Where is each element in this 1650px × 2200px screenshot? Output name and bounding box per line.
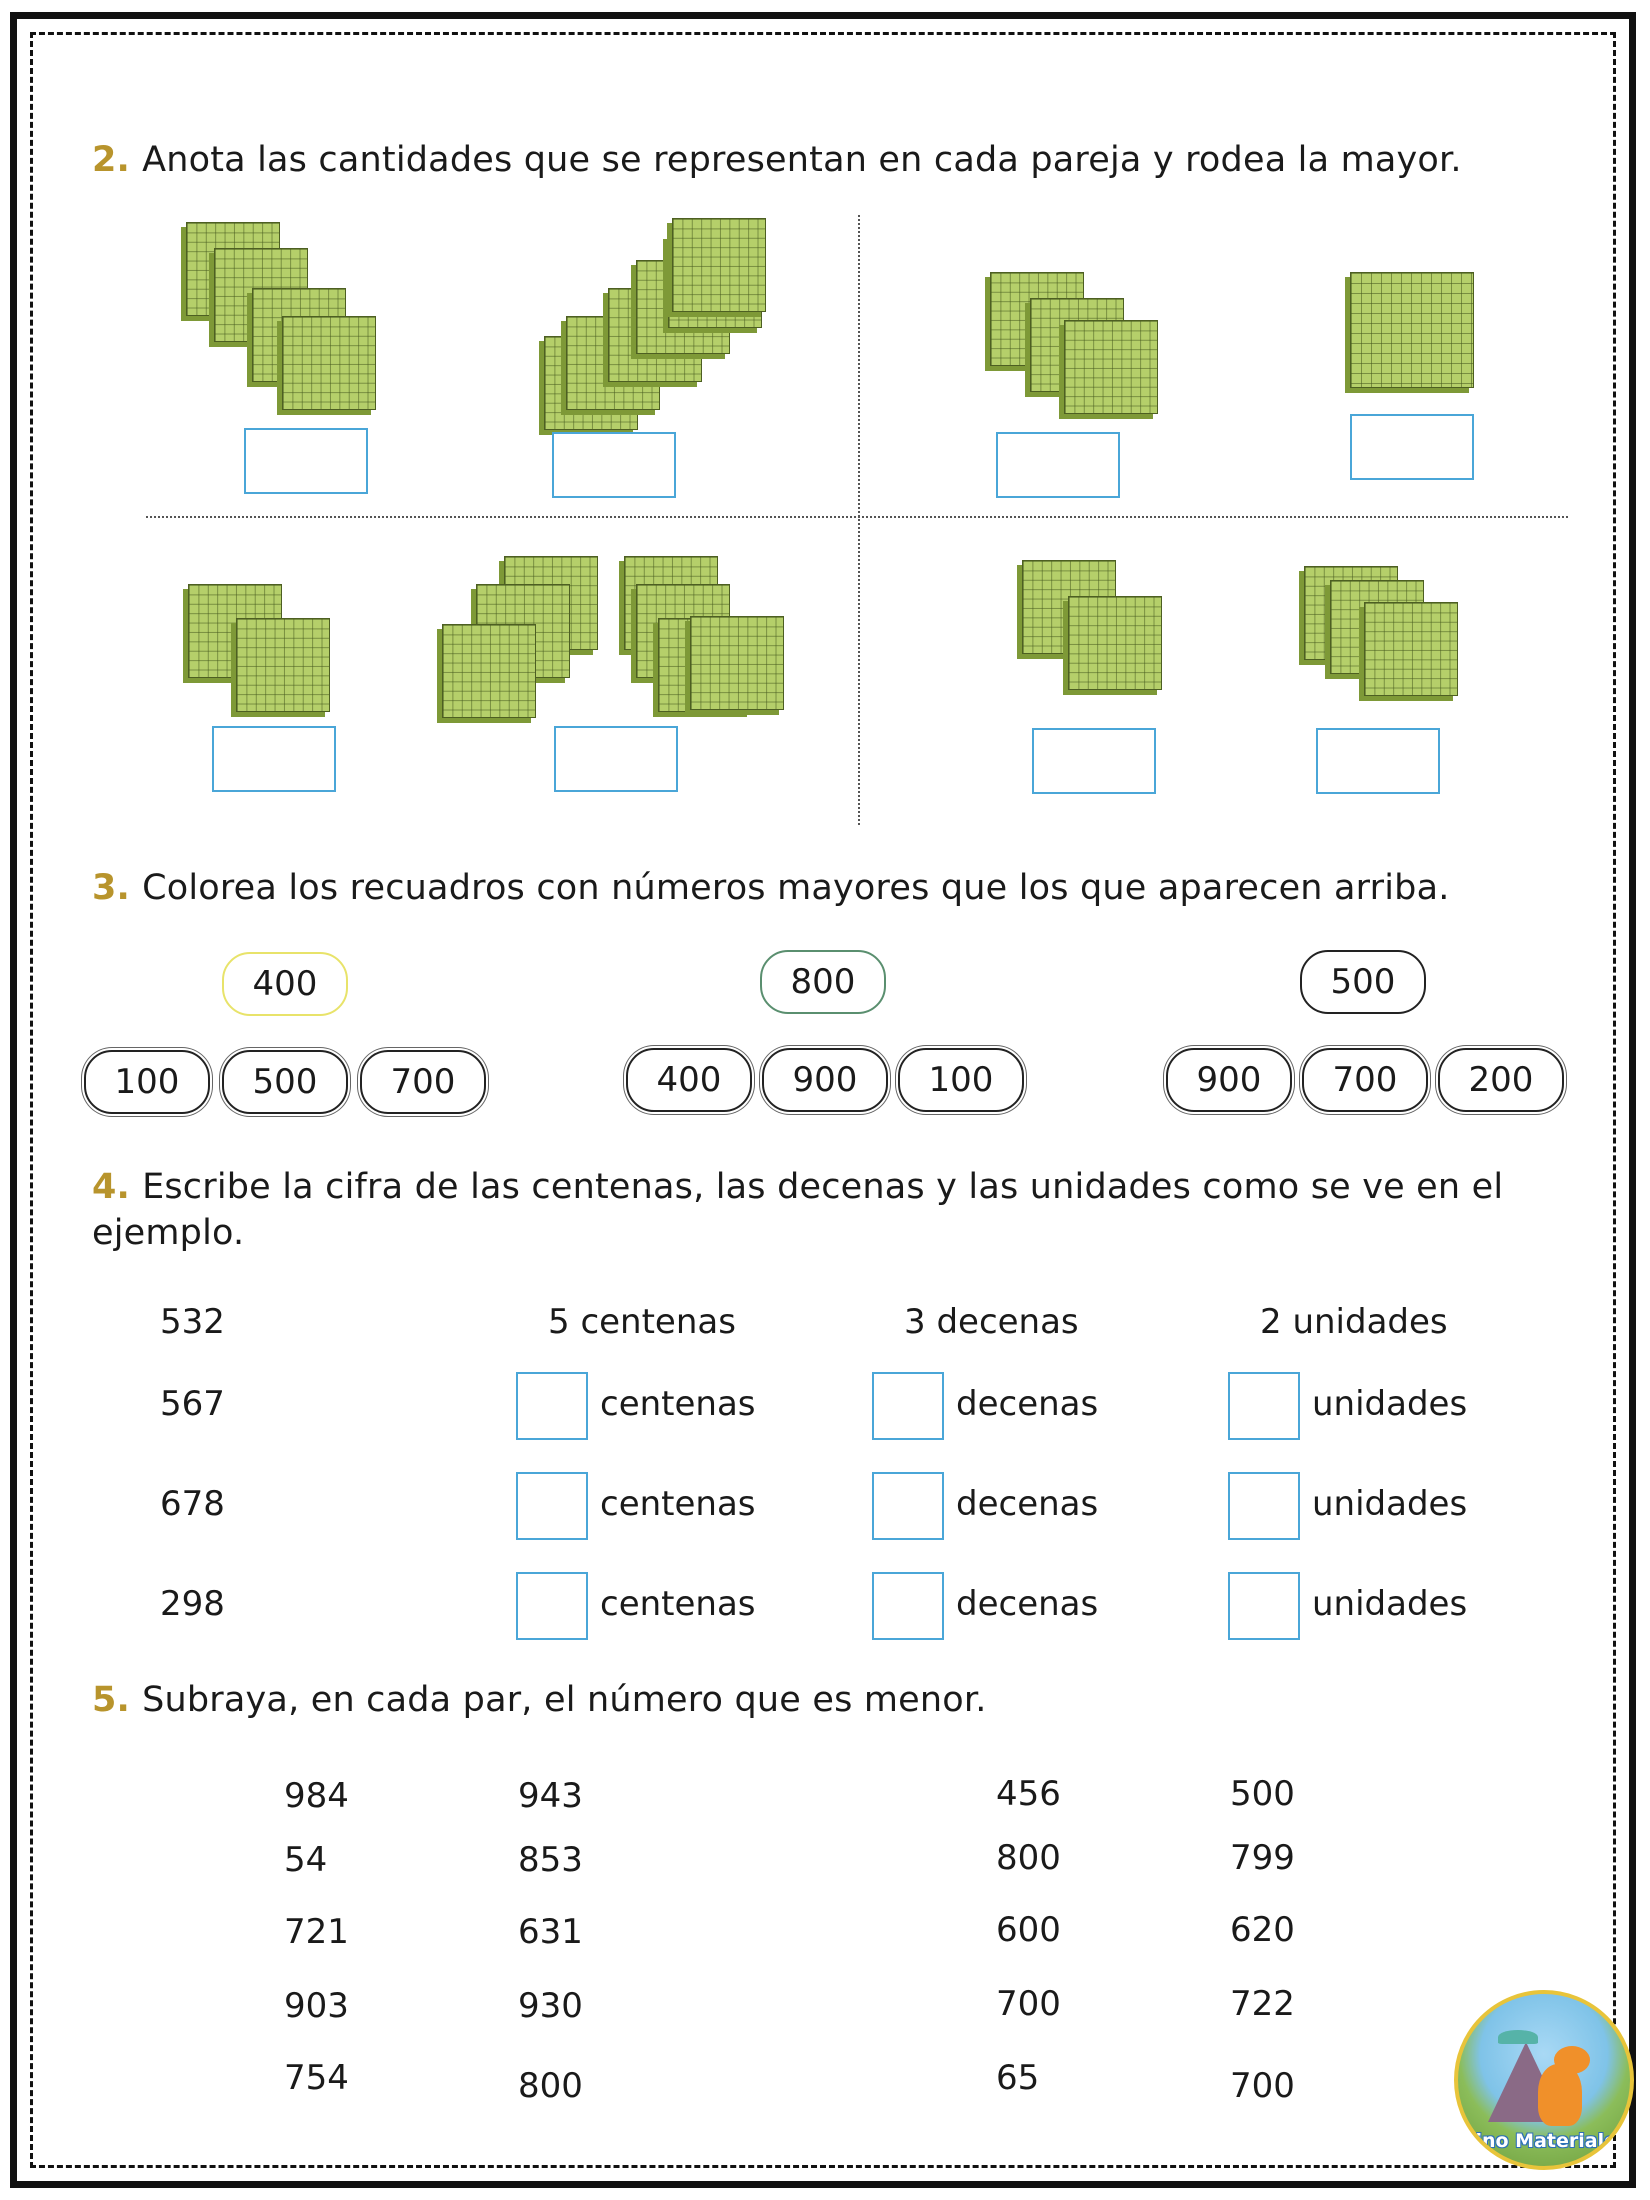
centenas-label: centenas: [600, 1384, 756, 1424]
answer-box[interactable]: [1316, 728, 1440, 794]
unidades-label: unidades: [1312, 1384, 1468, 1424]
hundred-flat: [442, 624, 536, 718]
row-number: 567: [160, 1384, 225, 1424]
exercise-2-title: [92, 140, 1462, 180]
reference-number: 800: [760, 950, 886, 1014]
example-decenas: 3 decenas: [904, 1302, 1079, 1342]
pair-number[interactable]: 631: [518, 1912, 583, 1952]
hundred-flat: [672, 218, 766, 312]
reference-number: 400: [222, 952, 348, 1016]
pair-number[interactable]: 65: [996, 2058, 1040, 2098]
decenas-label: decenas: [956, 1484, 1099, 1524]
pair-number[interactable]: 799: [1230, 1838, 1295, 1878]
answer-box[interactable]: [244, 428, 368, 494]
answer-box[interactable]: [212, 726, 336, 792]
pair-number[interactable]: 754: [284, 2058, 349, 2098]
centenas-input-box[interactable]: [516, 1372, 588, 1440]
option-number-box[interactable]: 200: [1438, 1048, 1564, 1112]
centenas-input-box[interactable]: [516, 1572, 588, 1640]
example-centenas: 5 centenas: [548, 1302, 736, 1342]
pair-number[interactable]: 700: [1230, 2066, 1295, 2106]
pair-number[interactable]: 721: [284, 1912, 349, 1952]
pair-number[interactable]: 800: [518, 2066, 583, 2106]
hundred-flat: [690, 616, 784, 710]
pair-number[interactable]: 54: [284, 1840, 328, 1880]
answer-box[interactable]: [1350, 414, 1474, 480]
option-number-box[interactable]: 700: [1302, 1048, 1428, 1112]
quadrant-divider-horizontal: [146, 516, 1568, 518]
exercise-4-instruction: Escribe la cifra de las centenas, las decenas y las unidades como se ve en el ejemplo.: [92, 1167, 1504, 1253]
answer-box[interactable]: [552, 432, 676, 498]
unidades-label: unidades: [1312, 1584, 1468, 1624]
hundred-flat: [1064, 320, 1158, 414]
pair-number[interactable]: 456: [996, 1774, 1061, 1814]
dinosaur-head-icon: [1554, 2046, 1590, 2074]
option-number-box[interactable]: 900: [762, 1048, 888, 1112]
decenas-input-box[interactable]: [872, 1372, 944, 1440]
hundred-flat: [1364, 602, 1458, 696]
answer-box[interactable]: [554, 726, 678, 792]
exercise-3-title: [92, 868, 1450, 908]
pair-number[interactable]: 903: [284, 1986, 349, 2026]
centenas-input-box[interactable]: [516, 1472, 588, 1540]
logo-text: Dino Materiales: [1459, 2130, 1629, 2152]
decenas-label: decenas: [956, 1584, 1099, 1624]
option-number-box[interactable]: 900: [1166, 1048, 1292, 1112]
pair-number[interactable]: 943: [518, 1776, 583, 1816]
exercise-4-number: 4.: [92, 1167, 131, 1207]
hundred-flat: [1068, 596, 1162, 690]
unidades-input-box[interactable]: [1228, 1372, 1300, 1440]
exercise-5-number: 5.: [92, 1680, 131, 1720]
exercise-2-instruction: Anota las cantidades que se representan en cada pareja y rodea la mayor.: [142, 140, 1462, 180]
exercise-3-number: 3.: [92, 868, 131, 908]
unidades-input-box[interactable]: [1228, 1572, 1300, 1640]
reference-number: 500: [1300, 950, 1426, 1014]
pair-number[interactable]: 930: [518, 1986, 583, 2026]
option-number-box[interactable]: 700: [360, 1050, 486, 1114]
example-number: 532: [160, 1302, 225, 1342]
row-number: 298: [160, 1584, 225, 1624]
hundred-flat: [1350, 272, 1474, 388]
pair-number[interactable]: 500: [1230, 1774, 1295, 1814]
exercise-4-title: [92, 1164, 1532, 1256]
option-number-box[interactable]: 500: [222, 1050, 348, 1114]
answer-box[interactable]: [996, 432, 1120, 498]
unidades-input-box[interactable]: [1228, 1472, 1300, 1540]
pair-number[interactable]: 620: [1230, 1910, 1295, 1950]
answer-box[interactable]: [1032, 728, 1156, 794]
unidades-label: unidades: [1312, 1484, 1468, 1524]
centenas-label: centenas: [600, 1484, 756, 1524]
hundred-flat: [236, 618, 330, 712]
exercise-5-title: [92, 1680, 987, 1720]
row-number: 678: [160, 1484, 225, 1524]
hundred-flat: [282, 316, 376, 410]
exercise-3-instruction: Colorea los recuadros con números mayores que los que aparecen arriba.: [142, 868, 1450, 908]
decenas-label: decenas: [956, 1384, 1099, 1424]
example-unidades: 2 unidades: [1260, 1302, 1448, 1342]
pair-number[interactable]: 722: [1230, 1984, 1295, 2024]
decenas-input-box[interactable]: [872, 1572, 944, 1640]
option-number-box[interactable]: 400: [626, 1048, 752, 1112]
exercise-5-instruction: Subraya, en cada par, el número que es menor.: [142, 1680, 987, 1720]
option-number-box[interactable]: 100: [898, 1048, 1024, 1112]
pterodactyl-icon: [1498, 2030, 1538, 2044]
quadrant-divider-vertical: [858, 215, 860, 825]
decenas-input-box[interactable]: [872, 1472, 944, 1540]
pair-number[interactable]: 853: [518, 1840, 583, 1880]
dino-materiales-logo: [1454, 1990, 1634, 2170]
option-number-box[interactable]: 100: [84, 1050, 210, 1114]
pair-number[interactable]: 600: [996, 1910, 1061, 1950]
pair-number[interactable]: 984: [284, 1776, 349, 1816]
exercise-2-number: 2.: [92, 140, 131, 180]
centenas-label: centenas: [600, 1584, 756, 1624]
pair-number[interactable]: 700: [996, 1984, 1061, 2024]
pair-number[interactable]: 800: [996, 1838, 1061, 1878]
